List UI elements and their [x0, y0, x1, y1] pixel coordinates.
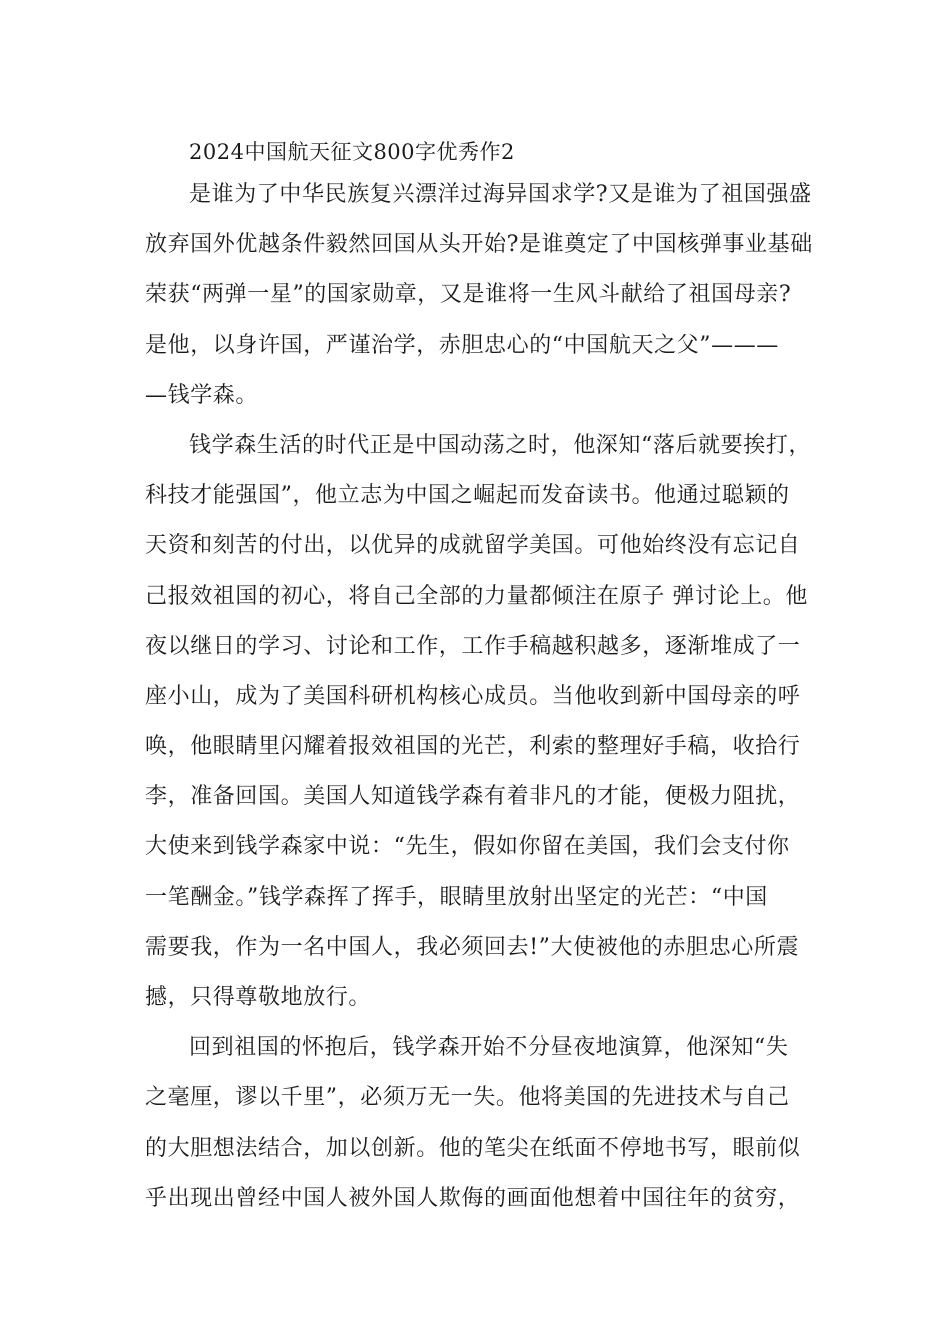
text-line: 钱学森生活的时代正是中国动荡之时，他深知“落后就要挨打， [189, 432, 812, 458]
text-line: 需要我，作为一名中国人，我必须回去!”大使被他的赤胆忠心所震 [145, 934, 800, 960]
text-line: 座小山，成为了美国科研机构核心成员。当他收到新中国母亲的呼 [145, 683, 801, 709]
text-line: 之毫厘，谬以千里”，必须万无一失。他将美国的先进技术与自己 [145, 1085, 790, 1111]
text-line: 是谁为了中华民族复兴漂洋过海异国求学?又是谁为了祖国强盛 [189, 182, 812, 207]
text-line: 荣获“两弹一星”的国家勋章，又是谁将一生风斗献给了祖国母亲? [145, 282, 792, 308]
document-title: 2024中国航天征文800字优秀作2 [189, 140, 515, 164]
text-line: 唤，他眼睛里闪耀着报效祖国的光芒，利索的整理好手稿，收拾行 [145, 734, 801, 760]
text-line: 放弃国外优越条件毅然回国从头开始?是谁奠定了中国核弹事业基础 [145, 232, 813, 258]
text-line: —钱学森。 [145, 382, 259, 408]
paragraph-2 [145, 421, 825, 1023]
text-line: 李，准备回国。美国人知道钱学森有着非凡的才能，便极力阻扰， [145, 784, 801, 810]
text-line: 是他，以身许国，严谨治学，赤胆忠心的“中国航天之父”——— [145, 332, 779, 358]
text-line: 一笔酬金。”钱学森挥了挥手，眼睛里放射出坚定的光芒：“中国 [145, 884, 768, 910]
text-line: 大使来到钱学森家中说：“先生，假如你留在美国，我们会支付你 [145, 834, 790, 860]
text-line: 科技才能强国”，他立志为中国之崛起而发奋读书。他通过聪颖的 [145, 483, 790, 509]
text-line: 回到祖国的怀抱后，钱学森开始不分昼夜地演算，他深知“失 [189, 1035, 789, 1061]
text-line: 乎出现出曾经中国人被外国人欺侮的画面他想着中国往年的贫穷， [145, 1185, 801, 1211]
paragraph-3 [145, 1023, 825, 1224]
text-line: 己报效祖国的初心，将自己全部的力量都倾注在原子 弹讨论上。他 [145, 583, 808, 609]
text-line: 夜以继日的学习、讨论和工作，工作手稿越积越多，逐渐堆成了一 [145, 633, 801, 659]
article-body [145, 130, 825, 1224]
text-line: 撼，只得尊敬地放行。 [145, 985, 372, 1010]
text-line: 的大胆想法结合，加以创新。他的笔尖在纸面不停地书写，眼前似 [145, 1135, 801, 1161]
text-line: 天资和刻苦的付出，以优异的成就留学美国。可他始终没有忘记自 [145, 533, 801, 559]
paragraph-1 [145, 170, 825, 421]
